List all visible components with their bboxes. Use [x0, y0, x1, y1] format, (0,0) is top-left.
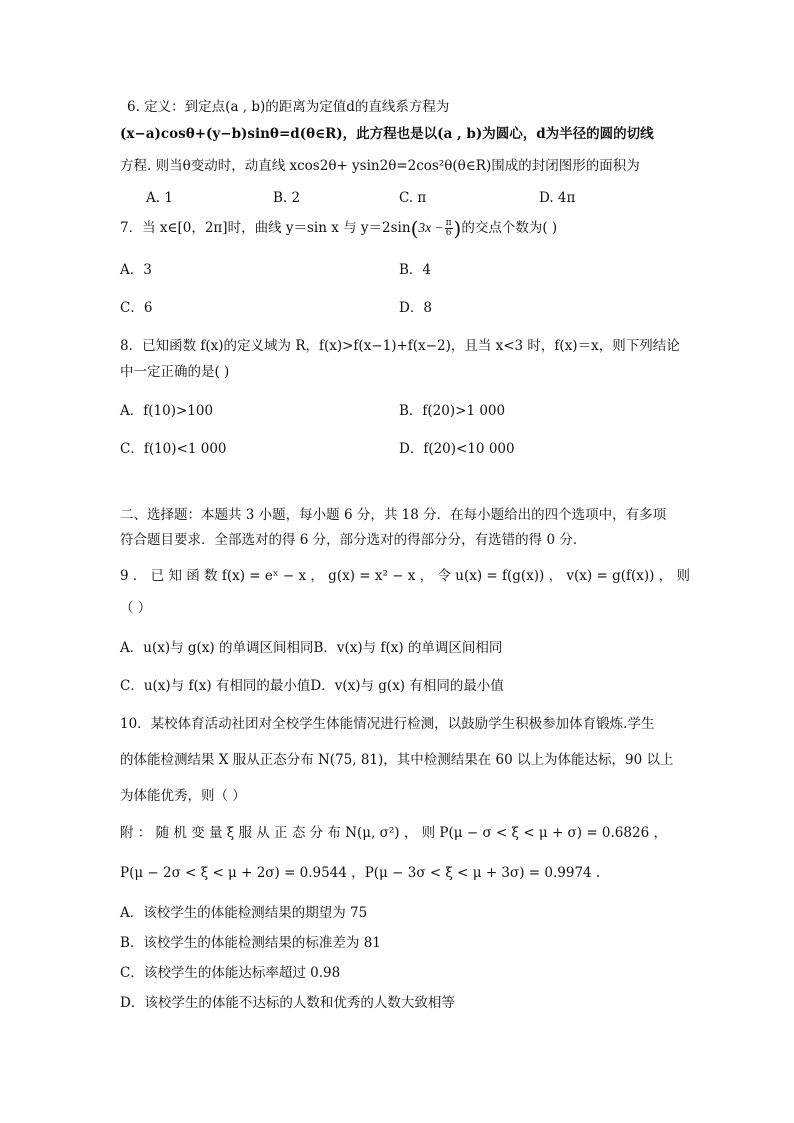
q7-stem-b: 的交点个数为( ): [461, 220, 558, 236]
q10-option-b: B．该校学生的体能检测结果的标准差为 81: [120, 935, 381, 951]
q7-fraction: [445, 219, 453, 238]
q9-options-cd: C．u(x)与 f(x) 有相同的最小值D．v(x)与 g(x) 有相同的最小值: [120, 678, 504, 694]
q8-option-d: D．f(20)<10 000: [399, 441, 515, 457]
q7-option-d: D．8: [399, 300, 432, 316]
q10-option-a: A．该校学生的体能检测结果的期望为 75: [120, 905, 368, 921]
section2-line-2: 符合题目要求．全部选对的得 6 分，部分选对的得部分分，有选错的得 0 分．: [120, 532, 587, 548]
q10-option-c: C．该校学生的体能达标率超过 0.98: [120, 965, 341, 981]
q6-line-1: 6. 定义：到定点(a , b)的距离为定值d的直线系方程为: [127, 99, 450, 115]
q8-option-a: A．f(10)>100: [120, 403, 214, 419]
section2-line-1: 二、选择题：本题共 3 小题，每小题 6 分，共 18 分．在每小题给出的四个选项中，有多项: [120, 507, 667, 523]
q9-line-1: 9 ． 已 知 函 数 f(x) = eˣ − x ， g(x) = x² − x ， 令 u(x) = f(g(x)) ， v(x) = g(f(x)) ， 则: [120, 568, 690, 584]
q8-line-1: 8．已知函数 f(x)的定义域为 R，f(x)>f(x−1)+f(x−2)，且当 x<3 时，f(x)＝x，则下列结论: [120, 338, 680, 354]
q6-option-d: D. 4π: [539, 190, 576, 206]
q6-option-c: C. π: [399, 190, 427, 206]
q7-stem-expr: 3x −: [418, 220, 444, 235]
q7-frac-den: 6: [445, 228, 452, 238]
q6-line-3: 方程. 则当θ变动时，动直线 xcos2θ+ ysin2θ=2cos²θ(θ∈R)围成的封闭图形的面积为: [120, 158, 640, 174]
q7-option-b: B．4: [399, 262, 432, 278]
q9-line-2: （ ）: [120, 600, 152, 616]
q6-option-b: B. 2: [273, 190, 301, 206]
q7-stem-a: 7．当 x∈[0，2π]时，曲线 y＝sin x 与 y＝2sin: [120, 220, 411, 236]
q6-line-2: (x−a)cosθ+(y−b)sinθ=d(θ∈R)，此方程也是以(a , b)为圆心，d为半径的圆的切线: [120, 126, 654, 142]
q10-line-3: 为体能优秀，则（ ）: [120, 788, 246, 804]
q8-line-2: 中一定正确的是( ): [120, 364, 230, 380]
q10-line-1: 10．某校体育活动社团对全校学生体能情况进行检测，以鼓励学生积极参加体育锻炼.学生: [120, 716, 655, 732]
q9-options-ab: A．u(x)与 g(x) 的单调区间相同B．v(x)与 f(x) 的单调区间相同: [120, 640, 503, 656]
q10-line-5: P(μ − 2σ < ξ < μ + 2σ) = 0.9544 ，P(μ − 3σ < ξ < μ + 3σ) = 0.9974 .: [120, 865, 601, 881]
q8-option-c: C．f(10)<1 000: [120, 441, 227, 457]
q10-line-2: 的体能检测结果 X 服从正态分布 N(75, 81)，其中检测结果在 60 以上为体能达标，90 以上: [120, 752, 674, 768]
q6-option-a: A. 1: [146, 190, 173, 206]
q8-option-b: B．f(20)>1 000: [399, 403, 506, 419]
q10-line-4: 附 ： 随 机 变 量 ξ 服 从 正 态 分 布 N(μ, σ²) ， 则 P(μ − σ < ξ < μ + σ) = 0.6826 ，: [120, 825, 667, 841]
q7-frac-num: π: [445, 218, 452, 228]
q7-stem: 7．当 x∈[0，2π]时，曲线 y＝sin x 与 y＝2sin(3x − $\frac{\pi}{6}$ )的交点个数为( ): [120, 216, 558, 241]
q10-option-d: D．该校学生的体能不达标的人数和优秀的人数大致相等: [120, 995, 455, 1011]
q7-option-a: A．3: [120, 262, 152, 278]
q7-option-c: C．6: [120, 300, 153, 316]
